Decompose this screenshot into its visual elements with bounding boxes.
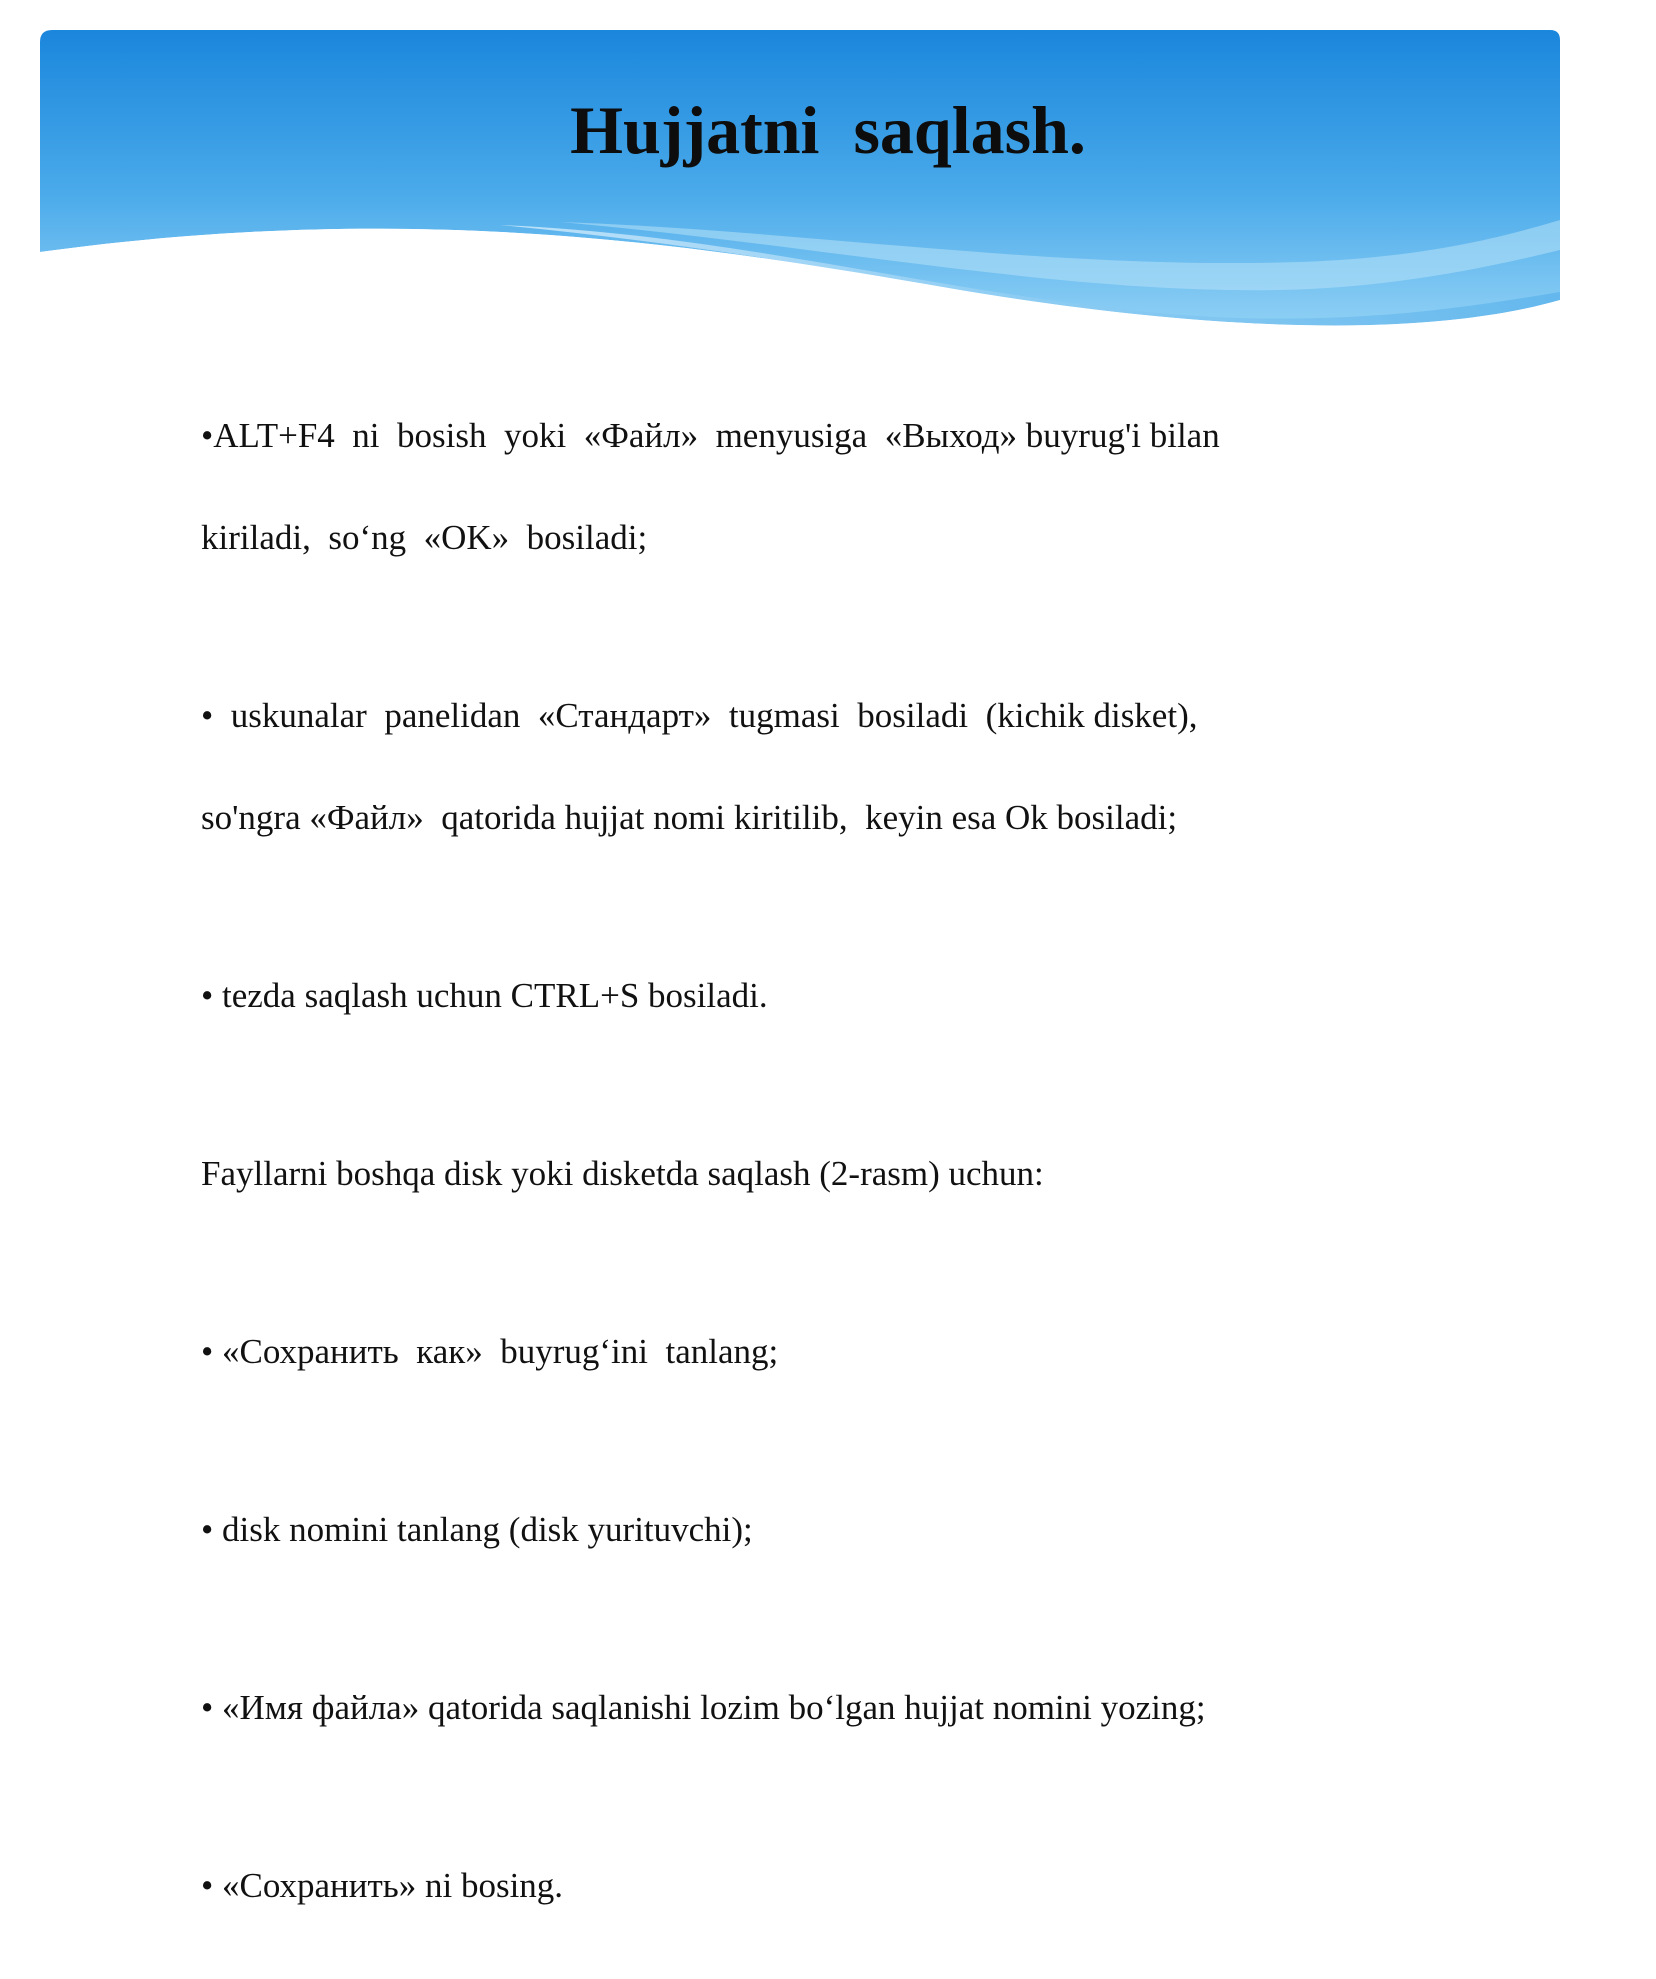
paragraph-save-other-disk [201, 1089, 1381, 1259]
paragraph-press-save [201, 1801, 1381, 1971]
text-line: • «Сохранить как» buyrug‘ini tanlang; [201, 1332, 779, 1371]
paragraph-file-name [201, 1623, 1381, 1793]
paragraph-choose-disk [201, 1445, 1381, 1615]
text-line: •ALT+F4 ni bosish yoki «Файл» menyusiga «Выход» buyrug'i bilan [201, 416, 1220, 455]
paragraph-toolbar [201, 631, 1381, 903]
paragraph-save-as [201, 1267, 1381, 1437]
text-line: • «Имя файла» qatorida saqlanishi lozim bo‘lgan hujjat nomini yozing; [201, 1688, 1206, 1727]
text-line: • uskunalar panelidan «Стандарт» tugmasi bosiladi (kichik disket), [201, 696, 1198, 735]
slide-title: Hujjatni saqlash. [570, 92, 1086, 168]
text-line: so'ngra «Файл» qatorida hujjat nomi kiritilib, keyin esa Ok bosiladi; [201, 798, 1178, 837]
text-line: • disk nomini tanlang (disk yurituvchi); [201, 1510, 753, 1549]
text-line: • «Сохранить» ni bosing. [201, 1866, 564, 1905]
slide-body [201, 351, 1381, 1979]
text-line: kiriladi, so‘ng «OK» bosiladi; [201, 518, 648, 557]
paragraph-alt-f4 [201, 351, 1381, 623]
text-line: • tezda saqlash uchun CTRL+S bosiladi. [201, 976, 768, 1015]
text-line: Fayllarni boshqa disk yoki disketda saqlash (2-rasm) uchun: [201, 1154, 1044, 1193]
paragraph-ctrl-s [201, 911, 1381, 1081]
